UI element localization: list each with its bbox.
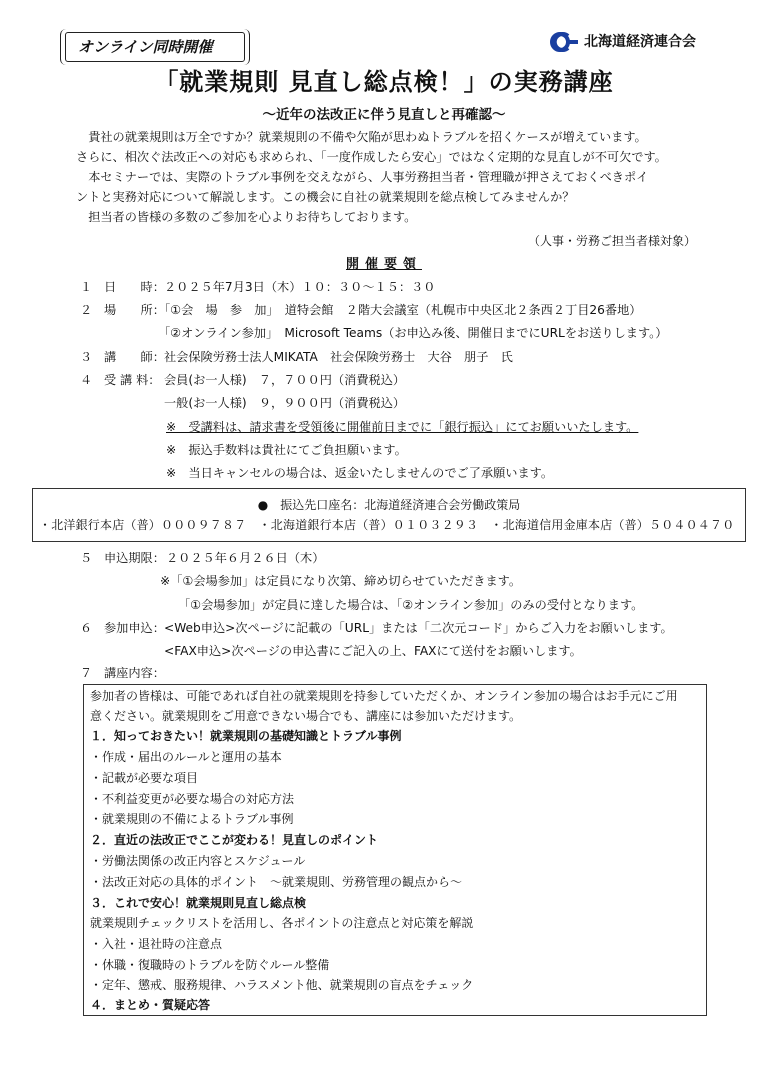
- fee-row: [0, 372, 768, 392]
- content-line: ・作成・届出のルールと運用の基本: [90, 750, 282, 764]
- intro-line: ントと実務対応について解説します。この機会に自社の就業規則を総点検してみませんか？: [76, 190, 575, 204]
- content-heading: １．知っておきたい！就業規則の基礎知識とトラブル事例: [90, 729, 402, 743]
- deadline-value: ２０２５年６月２６日（木）: [166, 551, 325, 565]
- apply-web: <Web申込>次ページに記載の「URL」または「二次元コード」からご入力をお願いします。: [164, 621, 673, 635]
- bank-account-list: ・北洋銀行本店（普）０００９７８７ ・北海道銀行本店（普）０１０３２９３ ・北海道信用金庫本店（普）５０４０４７０: [39, 518, 735, 532]
- content-line: ・定年、懲戒、服務規律、ハラスメント他、就業規則の盲点をチェック: [90, 978, 474, 992]
- item-number: ６: [80, 621, 93, 635]
- intro-line: 担当者の皆様の多数のご参加を心よりお待ちしております。: [88, 210, 417, 224]
- fee-member: 会員(お一人様) ７，７００円（消費税込）: [164, 373, 406, 387]
- target-audience: （人事・労務ご担当者様対象）: [527, 234, 696, 248]
- page-title: 「就業規則 見直し総点検！」の実務講座: [154, 68, 614, 96]
- intro-line: 貴社の就業規則は万全ですか？就業規則の不備や欠陥が思わぬトラブルを招くケースが増えています。: [88, 130, 647, 144]
- org-name: 北海道経済連合会: [584, 33, 696, 50]
- badge-label: オンライン同時開催: [78, 38, 213, 56]
- course-content-box: [83, 684, 707, 1016]
- lecturer-row: [0, 349, 768, 369]
- content-line: ・不利益変更が必要な場合の対応方法: [90, 792, 295, 806]
- content-line: 意ください。就業規則をご用意できない場合でも、講座には参加いただけます。: [90, 709, 522, 723]
- deadline-note: 「①会場参加」が定員に達した場合は、「②オンライン参加」のみの受付となります。: [178, 598, 644, 612]
- content-heading: ４．まとめ・質疑応答: [90, 998, 211, 1012]
- item-label: 参加申込：: [104, 621, 165, 635]
- intro-line: さらに、相次ぐ法改正への対応も求められ、「一度作成したら安心」ではなく定期的な見直しが不可欠です。: [76, 150, 667, 164]
- page-subtitle: ～近年の法改正に伴う見直しと再確認～: [262, 107, 506, 123]
- section-heading: 開催要領: [345, 257, 422, 272]
- deadline-note: ※「①会場参加」は定員になり次第、締め切らせていただきます。: [160, 574, 522, 588]
- content-heading: ３．これで安心！就業規則見直し総点検: [90, 896, 307, 910]
- content-line: 就業規則チェックリストを活用し、各ポイントの注意点と対応策を解説: [90, 916, 474, 930]
- online-badge: [65, 32, 245, 62]
- content-line: 参加者の皆様は、可能であれば自社の就業規則を持参していただくか、オンライン参加の場合はお手元にご用: [90, 689, 678, 703]
- item-label: 講座内容：: [104, 666, 165, 680]
- content-line: ・法改正対応の具体的ポイント ～就業規則、労務管理の観点から～: [90, 875, 463, 889]
- item-number: １: [80, 280, 93, 294]
- fee-note: ※ 当日キャンセルの場合は、返金いたしませんのでご了承願います。: [166, 466, 554, 480]
- content-line: ・入社・退社時の注意点: [90, 937, 223, 951]
- content-line: ・就業規則の不備によるトラブル事例: [90, 812, 294, 826]
- fee-general: 一般(お一人様) ９，９００円（消費税込）: [164, 396, 406, 410]
- apply-fax: <FAX申込>次ページの申込書にご記入の上、FAXにて送付をお願いします。: [164, 644, 582, 658]
- org-logo: [550, 32, 696, 52]
- item-number: ３: [80, 350, 93, 364]
- content-row: [0, 665, 768, 685]
- org-logo-icon: [550, 32, 580, 52]
- place-row: [0, 302, 768, 322]
- content-line: ・記載が必要な項目: [90, 771, 199, 785]
- intro-text: [76, 127, 716, 227]
- fee-note: ※ 振込手数料は貴社にてご負担願います。: [166, 443, 407, 457]
- item-label: 受 講 料：: [104, 373, 161, 387]
- item-number: ２: [80, 303, 93, 317]
- bank-account-box: [32, 488, 746, 542]
- date-value: ２０２５年7月3日（木）１０：３０～１５：３０: [164, 280, 436, 294]
- content-heading: ２．直近の法改正でここが変わる！見直しのポイント: [90, 833, 379, 847]
- item-label: 日 時：: [104, 280, 165, 294]
- content-line: ・休職・復職時のトラブルを防ぐルール整備: [90, 958, 330, 972]
- item-label: 場 所：: [104, 303, 165, 317]
- place-venue: 「①会 場 参 加」 道特会館 ２階大会議室（札幌市中央区北２条西２丁目26番地）: [158, 303, 642, 317]
- item-number: ５: [80, 551, 93, 565]
- intro-line: 本セミナーでは、実際のトラブル事例を交えながら、人事労務担当者・管理職が押さえておくべきポイ: [88, 170, 649, 184]
- deadline-row: [0, 550, 768, 570]
- date-row: [0, 279, 768, 299]
- bank-account-name: ● 振込先口座名：北海道経済連合会労働政策局: [257, 498, 521, 512]
- fee-note: ※ 受講料は、請求書を受領後に開催前日までに「銀行振込」にてお願いいたします。: [166, 420, 639, 434]
- lecturer-value: 社会保険労務士法人MIKATA 社会保険労務士 大谷 朋子 氏: [164, 350, 513, 364]
- item-label: 講 師：: [104, 350, 165, 364]
- place-online: 「②オンライン参加」 Microsoft Teams（お申込み後、開催日までにURLをお送りします。）: [158, 326, 668, 340]
- item-number: ４: [80, 373, 93, 387]
- item-number: ７: [80, 666, 93, 680]
- item-label: 申込期限：: [104, 551, 165, 565]
- content-line: ・労働法関係の改正内容とスケジュール: [90, 854, 306, 868]
- apply-row: [0, 620, 768, 640]
